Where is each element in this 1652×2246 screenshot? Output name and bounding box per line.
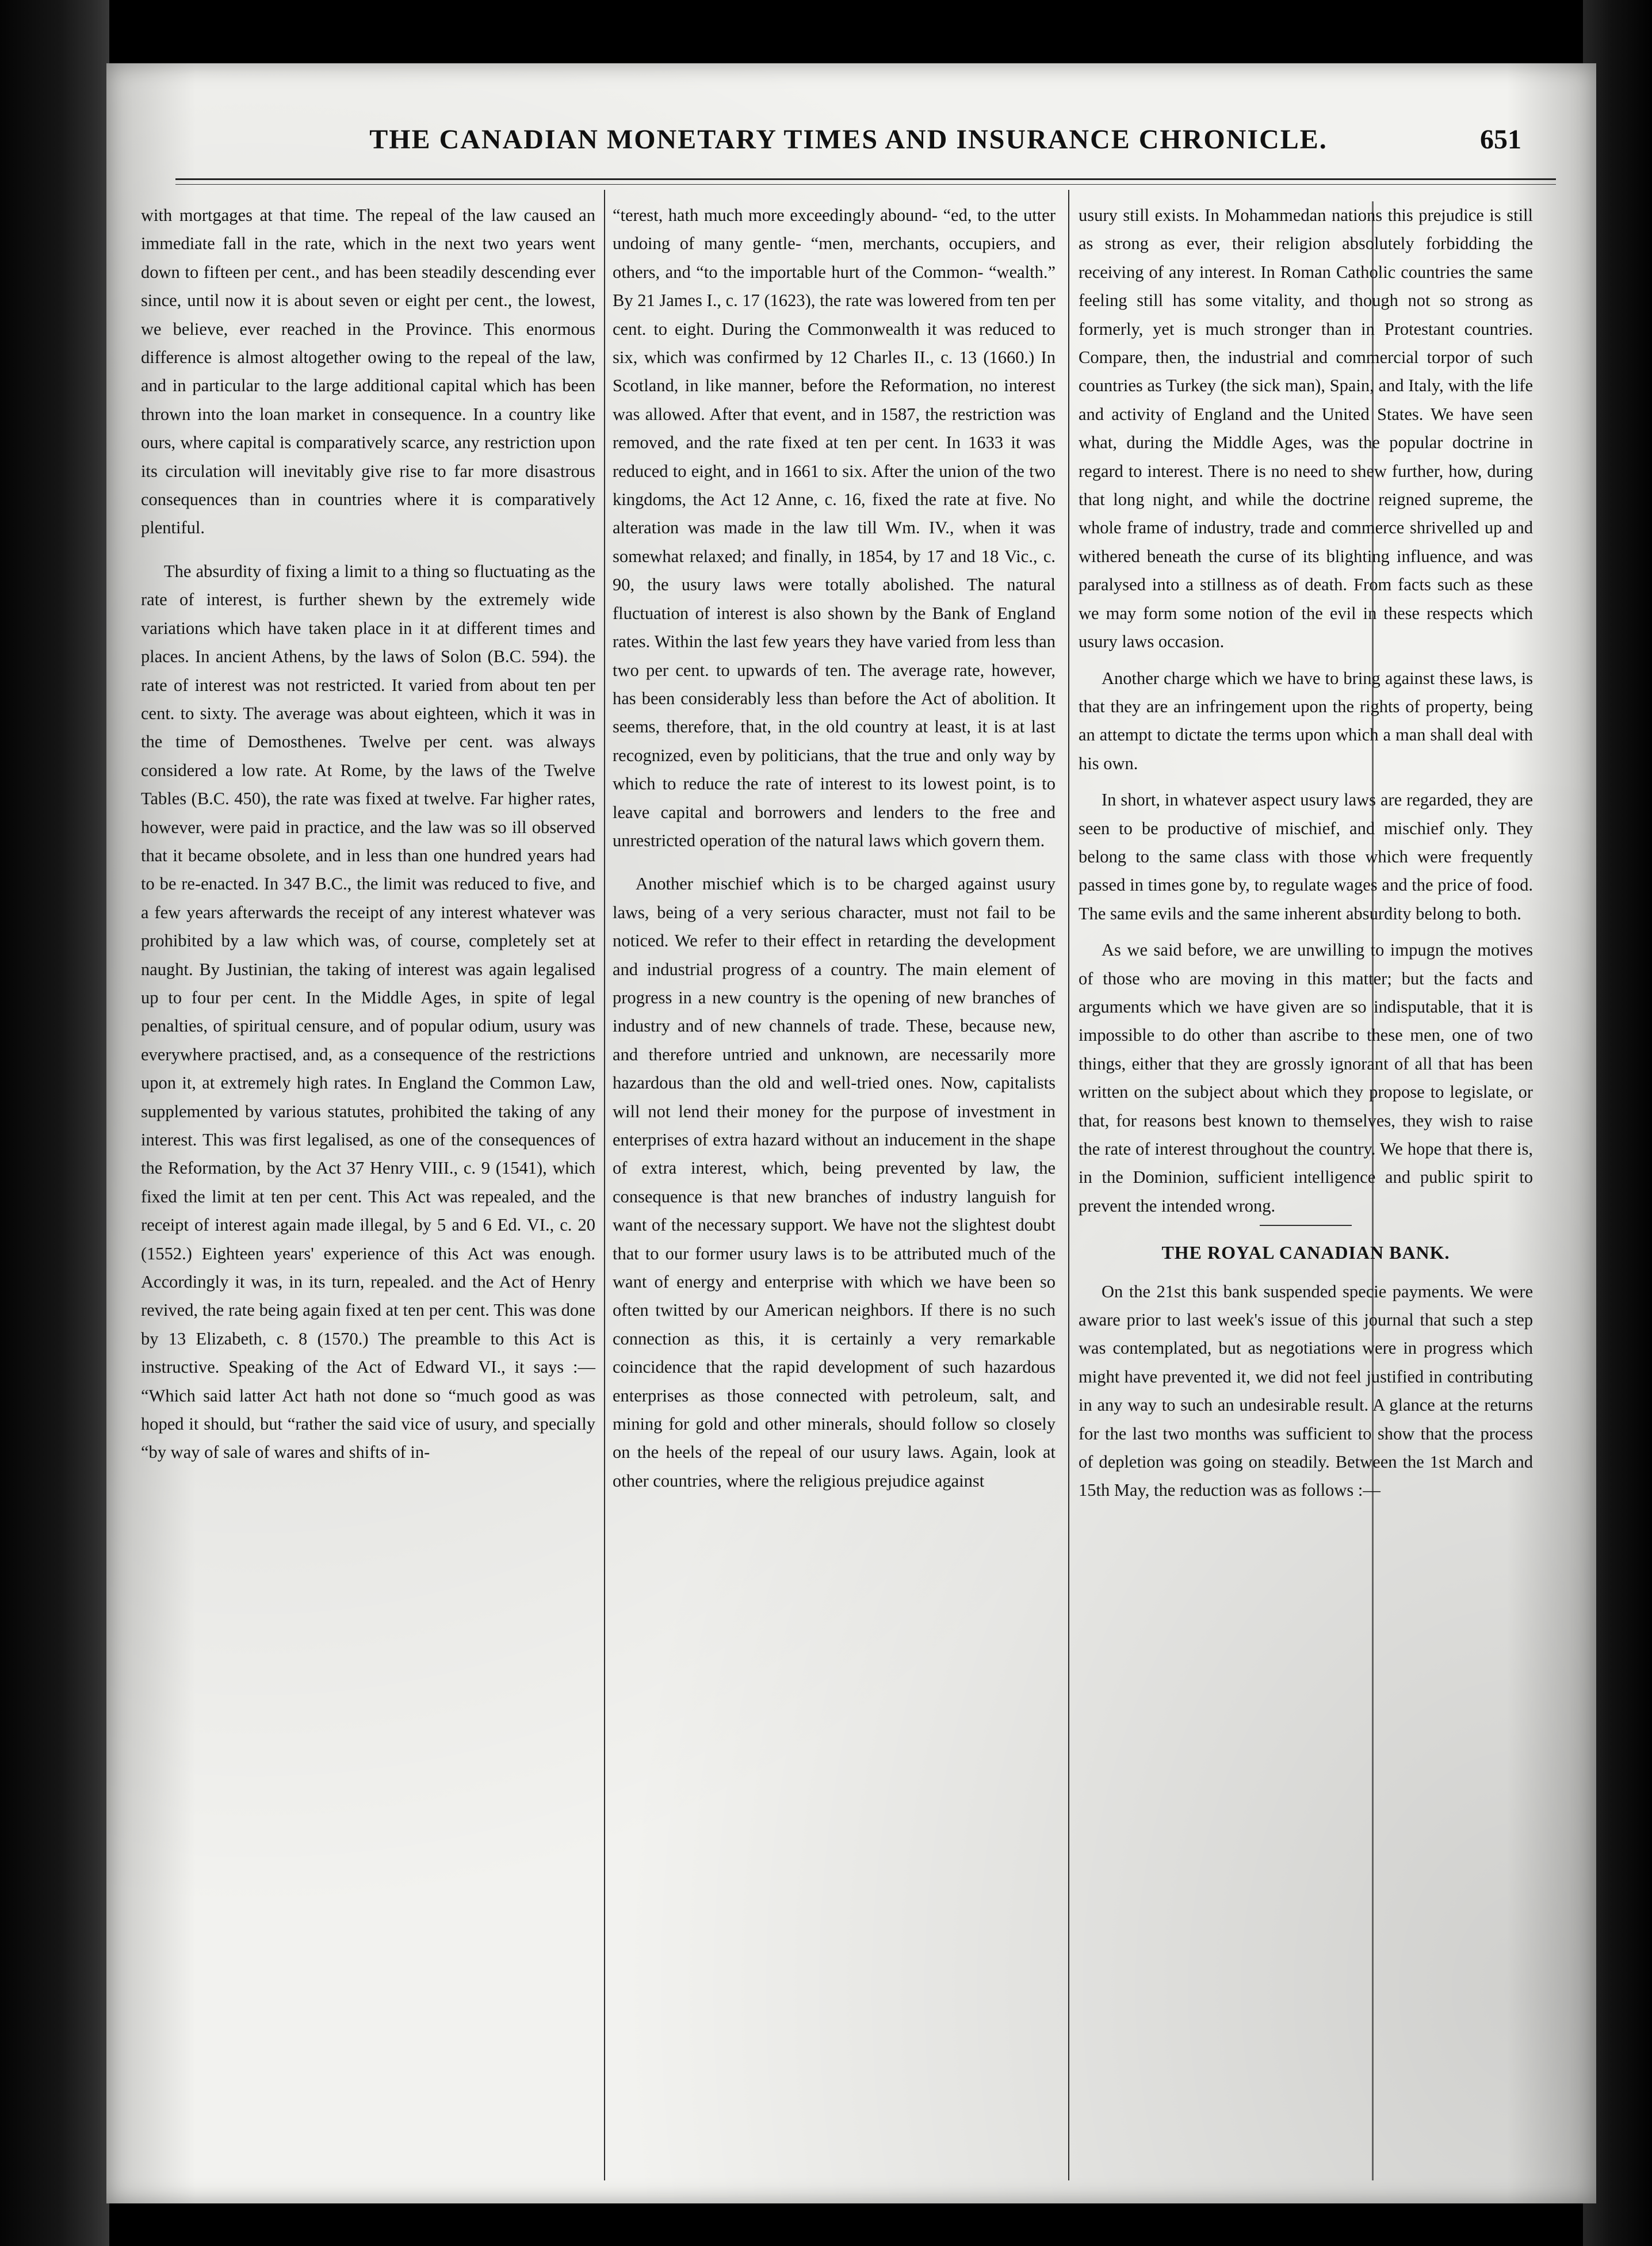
column-1-paragraph: The absurdity of fixing a limit to a thing so fluctuating as the rate of interest, is further shewn by the extremely wide variations which have taken place in it at different times and places. In ancient Athens, by the laws of Solon (B.C. 594). the rate of interest was not restricted. It varied from about ten per cent. to sixty. The average was about eighteen, which it was in the time of Demosthenes. Twelve per cent. was always considered a low rate. At Rome, by the laws of the Twelve Tables (B.C. 450), the rate was fixed at twelve. Far higher rates, however, were paid in practice, and the law was so ill observed that it became obsolete, and in less than one hundred years had to be re-enacted. In 347 B.C., the limit was reduced to five, and a few years afterwards the receipt of any interest whatever was prohibited by a law which was, of course, completely set at naught. By Justinian, the taking of interest was again legalised up to four per cent. In the Middle Ages, in spite of legal penalties, of spiritual censure, and of popular odium, usury was everywhere practised, and, as a consequence of the restrictions upon it, at extremely high rates. In England the Common Law, supplemented by various statutes, prohibited the taking of any interest. This was first legalised, as one of the consequences of the Reformation, by the Act 37 Henry VIII., c. 9 (1541), which fixed the limit at ten per cent. This Act was repealed, and the receipt of interest again made illegal, by 5 and 6 Ed. VI., c. 20 (1552.) Eighteen years' experience of this Act was enough. Accordingly it was, in its turn, repealed. and the Act of Henry revived, the rate being again fixed at ten per cent. This was done by 13 Elizabeth, c. 8 (1570.) The preamble to this Act is instructive. Speaking of the Act of Edward VI., it says :— “Which said latter Act hath not done so “much good as was hoped it should, but “rather the said vice of usury, and specially “by way of sale of wares and shifts of in-	[141, 561, 595, 1462]
section-paragraph: On the 21st this bank suspended specie payments. We were aware prior to last week's issue of this journal that such a step was contemplated, but as negotiations were in progress which might have prevented it, we did not feel justified in contributing in any way to such an undesirable result. A glance at the returns for the last two months was sufficient to show that the process of depletion was going on steadily. Between the 1st March and 15th May, the reduction was as follows :—	[1079, 1281, 1533, 1500]
column-3-paragraph: As we said before, we are unwilling to impugn the motives of those who are moving in this matter; but the facts and arguments which we have given are so indisputable, that it is impossible to do other than ascribe to these men, one of two things, either that they are grossly ignorant of all that has been written on the subject about which they propose to legislate, or that, for reasons best known to themselves, they wish to raise the rate of interest throughout the country. We hope that there is, in the Dominion, sufficient intelligence and public spirit to prevent the intended wrong.	[1079, 940, 1533, 1216]
column-rule-2	[1068, 190, 1069, 2180]
scan-border-left	[0, 0, 109, 2246]
column-2-paragraph: “terest, hath much more exceedingly abound- “ed, to the utter undoing of many gentle- “men, merchants, occupiers, and others, and “to the importable hurt of the Common- “wealth.” By 21 James I., c. 17 (1623), the rate was lowered from ten per cent. to eight. During the Commonwealth it was reduced to six, which was confirmed by 12 Charles II., c. 13 (1660.) In Scotland, in like manner, before the Reformation, no interest was allowed. After that event, and in 1587, the restriction was removed, and the rate fixed at ten per cent. In 1633 it was reduced to eight, and in 1661 to six. After the union of the two kingdoms, the Act 12 Anne, c. 16, fixed the rate at five. No alteration was made in the law till Wm. IV., when it was somewhat relaxed; and finally, in 1854, by 17 and 18 Vic., c. 90, the usury laws were totally abolished. The natural fluctuation of interest is also shown by the Bank of England rates. Within the last few years they have varied from less than two per cent. to upwards of ten. The average rate, however, has been considerably less than before the Act of abolition. It seems, therefore, that, in the old country at least, it is at last recognized, even by politicians, that the true and only way by which to reduce the rate of interest to its lowest point, is to leave capital and borrowers and lenders to the free and unrestricted operation of the natural laws which govern them.	[613, 205, 1056, 850]
paragraph-gap	[141, 543, 595, 557]
page-number: 651	[1480, 124, 1521, 155]
column-1-paragraph: with mortgages at that time. The repeal of the law caused an immediate fall in the rate, which in the next two years went down to fifteen per cent., and has been steadily descending ever since, until now it is about seven or eight per cent., the lowest, we believe, ever reached in the Province. This enormous difference is almost altogether owing to the repeal of the law, and in particular to the large additional capital which has been thrown into the loan market in consequence. In a country like ours, where capital is comparatively scarce, any restriction upon its circulation will inevitably give rise to far more disastrous consequences than in countries where it is comparatively plentiful.	[141, 205, 595, 538]
column-3	[1079, 201, 1533, 1505]
section-heading: THE ROYAL CANADIAN BANK.	[1161, 1242, 1450, 1263]
header-rule-thin	[175, 184, 1556, 185]
column-2-paragraph: Another mischief which is to be charged against usury laws, being of a very serious character, must not fail to be noticed. We refer to their effect in retarding the development and industrial progress of a country. The main element of progress in a new country is the opening of new branches of industry and of new channels of trade. These, because new, and therefore untried and unknown, are necessarily more hazardous than the old and well-tried ones. Now, capitalists will not lend their money for the purpose of investment in enterprises of extra hazard without an inducement in the shape of extra interest, which, being prevented by law, the consequence is that new branches of industry languish for want of the necessary support. We have not the slightest doubt that to our former usury laws is to be attributed much of the want of energy and enterprise with which we have been so often twitted by our American neighbors. If there is no such connection as this, it is certainly a very remarkable coincidence that the rapid development of such hazardous enterprises as those connected with petroleum, salt, and mining for gold and other minerals, should follow so closely on the heels of the repeal of our usury laws. Again, look at other countries, where the religious prejudice against	[613, 874, 1056, 1491]
section-divider	[1260, 1225, 1352, 1226]
newspaper-page	[106, 63, 1596, 2203]
column-3-paragraph: usury still exists. In Mohammedan nations this prejudice is still as strong as ever, their religion absolutely forbidding the receiving of any interest. In Roman Catholic countries the same feeling still has some vitality, and though not so strong as formerly, yet is much stronger than in Protestant countries. Compare, then, the industrial and commercial torpor of such countries as Turkey (the sick man), Spain, and Italy, with the life and activity of England and the United States. We have seen what, during the Middle Ages, was the popular doctrine in regard to interest. There is no need to shew further, how, during that long night, and while the doctrine reigned supreme, the whole frame of industry, trade and commerce shrivelled up and withered beneath the curse of its blighting influence, and was paralysed into a stillness as of death. From facts such as these we may form some notion of the evil in these respects which usury laws occasion.	[1079, 205, 1533, 652]
page-header	[187, 124, 1556, 175]
column-1	[141, 201, 595, 1467]
publication-title: THE CANADIAN MONETARY TIMES AND INSURANCE CHRONICLE.	[369, 124, 1328, 155]
column-3-paragraph: Another charge which we have to bring against these laws, is that they are an infringement upon the rights of property, being an attempt to dictate the terms upon which a man shall deal with his own.	[1079, 668, 1533, 773]
header-rule	[175, 178, 1556, 180]
paragraph-gap	[613, 855, 1056, 870]
column-rule-1	[604, 190, 605, 2180]
column-3-paragraph: In short, in whatever aspect usury laws are regarded, they are seen to be productive of mischief, and mischief only. They belong to the same class with those which were frequently passed in times gone by, to regulate wages and the price of food. The same evils and the same inherent absurdity belong to both.	[1079, 790, 1533, 923]
column-2	[613, 201, 1056, 1495]
